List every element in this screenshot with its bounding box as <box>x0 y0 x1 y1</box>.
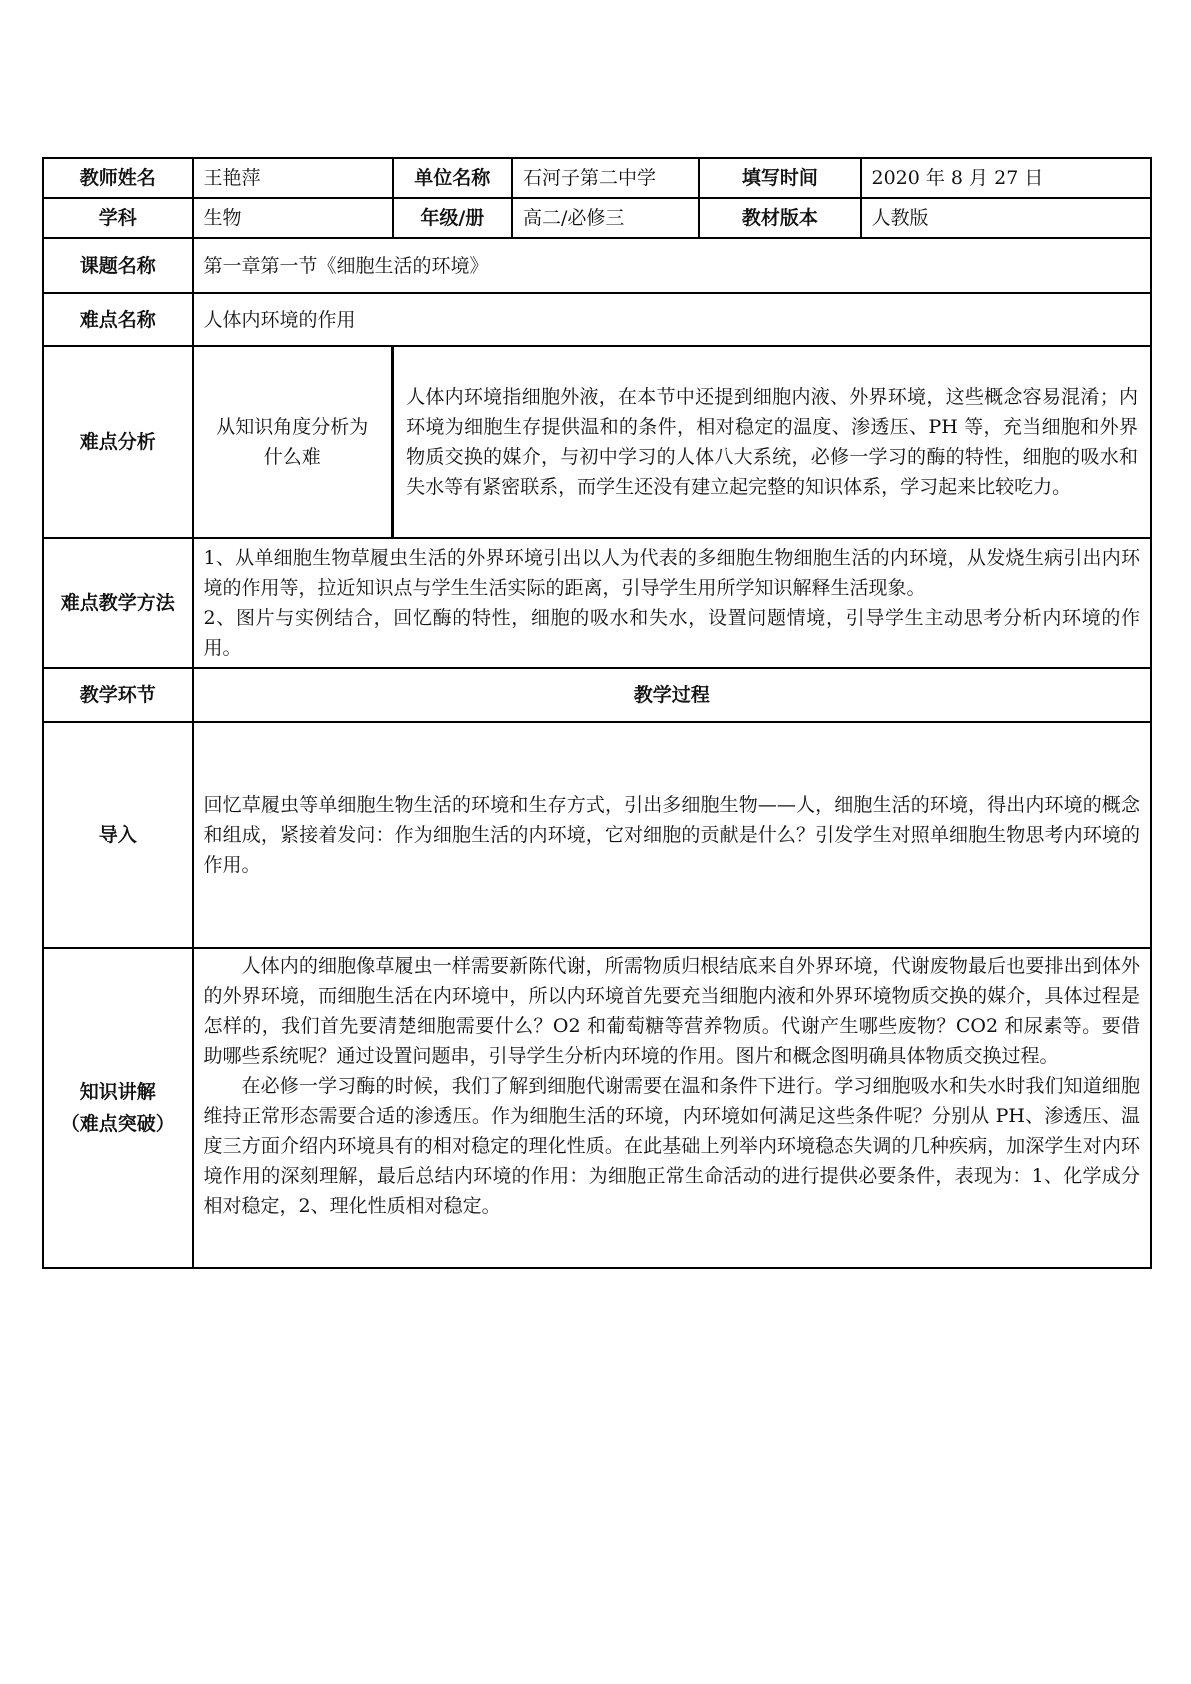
intro-text: 回忆草履虫等单细胞生物生活的环境和生存方式，引出多细胞生物——人，细胞生活的环境，得出内环境的概念和组成，紧接着发问：作为细胞生活的内环境，它对细胞的贡献是什么？引发学生对照单细胞生物思考内环境的作用。 <box>203 794 1140 876</box>
analysis-text: 人体内环境指细胞外液，在本节中还提到细胞内液、外界环境，这些概念容易混淆；内环境为细胞生存提供温和的条件，相对稳定的温度、渗透压、PH 等，充当细胞和外界物质交换的媒介，与初中学习的人体八大系统，必修一学习的酶的特性，细胞的吸水和失水等有紧密联系，而学生还没有建立起完整的知识体系，学习起来比较吃力。 <box>406 386 1138 498</box>
knowledge-label <box>43 948 193 1268</box>
topic-row <box>43 238 1151 293</box>
topic-value: 第一章第一节《细胞生活的环境》 <box>193 238 1151 293</box>
analysis-sub-label <box>193 346 393 538</box>
subject-value: 生物 <box>193 198 393 238</box>
analysis-sub-label-text: 从知识角度分析为什么难 <box>216 416 369 468</box>
fill-date-value: 2020 年 8 月 27 日 <box>861 158 1152 198</box>
analysis-text-cell <box>393 346 1151 538</box>
teacher-name-value: 王艳萍 <box>193 158 393 198</box>
header-row-2 <box>43 198 1151 238</box>
method-text-cell <box>193 538 1151 668</box>
method-row <box>43 538 1151 668</box>
difficulty-row <box>43 293 1151 346</box>
knowledge-label-line-2: （难点突破） <box>60 1113 175 1135</box>
edition-label: 教材版本 <box>699 198 860 238</box>
lesson-plan-table <box>42 157 1152 1269</box>
topic-label: 课题名称 <box>43 238 193 293</box>
method-paragraph-2: 2、图片与实例结合，回忆酶的特性，细胞的吸水和失水，设置问题情境，引导学生主动思考分析内环境的作用。 <box>203 607 1140 659</box>
unit-name-label: 单位名称 <box>393 158 512 198</box>
fill-date-label: 填写时间 <box>699 158 860 198</box>
difficulty-value: 人体内环境的作用 <box>193 293 1151 346</box>
grade-value: 高二/必修三 <box>512 198 699 238</box>
difficulty-label: 难点名称 <box>43 293 193 346</box>
intro-text-cell <box>193 722 1151 948</box>
method-label: 难点教学方法 <box>43 538 193 668</box>
knowledge-paragraph-1: 人体内的细胞像草履虫一样需要新陈代谢，所需物质归根结底来自外界环境，代谢废物最后也要排出到体外的外界环境，而细胞生活在内环境中，所以内环境首先要充当细胞内液和外界环境物质交换的媒介，具体过程是怎样的，我们首先要清楚细胞需要什么？O2 和葡萄糖等营养物质。代谢产生哪些废物？CO2 和尿素等。要借助哪些系统呢？通过设置问题串，引导学生分析内环境的作用。图片和概念图明确具体物质交换过程。 <box>203 955 1140 1067</box>
knowledge-row <box>43 948 1151 1268</box>
header-row-1 <box>43 158 1151 198</box>
analysis-label: 难点分析 <box>43 346 193 538</box>
grade-label: 年级/册 <box>393 198 512 238</box>
intro-label: 导入 <box>43 722 193 948</box>
method-paragraph-1: 1、从单细胞生物草履虫生活的外界环境引出以人为代表的多细胞生物细胞生活的内环境，从发烧生病引出内环境的作用等，拉近知识点与学生生活实际的距离，引导学生用所学知识解释生活现象。 <box>203 547 1140 599</box>
teacher-name-label: 教师姓名 <box>43 158 193 198</box>
subject-label: 学科 <box>43 198 193 238</box>
knowledge-text-cell <box>193 948 1151 1268</box>
knowledge-label-line-1: 知识讲解 <box>79 1081 156 1103</box>
stage-header: 教学环节 <box>43 668 193 722</box>
analysis-row <box>43 346 1151 538</box>
process-header: 教学过程 <box>193 668 1151 722</box>
knowledge-paragraph-2: 在必修一学习酶的时候，我们了解到细胞代谢需要在温和条件下进行。学习细胞吸水和失水时我们知道细胞维持正常形态需要合适的渗透压。作为细胞生活的环境，内环境如何满足这些条件呢？分别从 PH、渗透压、温度三方面介绍内环境具有的相对稳定的理化性质。在此基础上列举内环境稳态失调的几种疾病，加深学生对内环境作用的深刻理解，最后总结内环境的作用：为细胞正常生命活动的进行提供必要条件，表现为：1、化学成分相对稳定，2、理化性质相对稳定。 <box>203 1075 1140 1217</box>
edition-value: 人教版 <box>861 198 1152 238</box>
process-header-row <box>43 668 1151 722</box>
intro-row <box>43 722 1151 948</box>
unit-name-value: 石河子第二中学 <box>512 158 699 198</box>
